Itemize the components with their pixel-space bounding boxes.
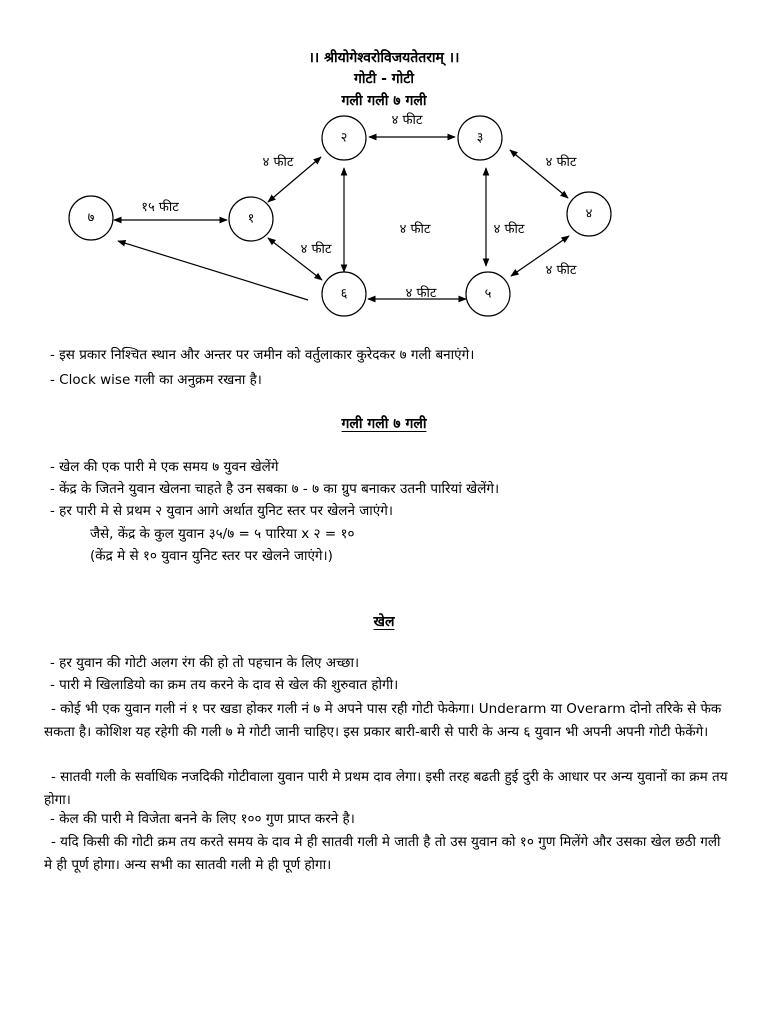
node-4-label: ४ [585, 206, 593, 222]
section-heading [0, 612, 768, 631]
rule-line: - हर पारी मे से प्रथम २ युवान आगे अर्थात युनिट स्तर पर खेलने जाएंगे। [50, 503, 393, 519]
game-rule-line: - पारी मे खिलाडियो का क्रम तय करने के दाव से खेल की शुरुवात होगी। [50, 677, 399, 693]
edge-2-3-label: ४ फीट [391, 113, 423, 128]
node-2-label: २ [340, 130, 348, 146]
edge-5-6-label: ४ फीट [405, 286, 437, 301]
node-4 [567, 192, 611, 236]
section-heading-text: गली गली ७ गली [341, 416, 427, 432]
node-1 [229, 197, 273, 241]
node-1-label: १ [247, 211, 255, 227]
edge-6-7 [118, 241, 308, 300]
game-rule-line: - केल की पारी मे विजेता बनने के लिए १०० गुण प्राप्त करने है। [50, 811, 355, 827]
edge-3-5-label: ४ फीट [493, 222, 525, 237]
node-2 [322, 116, 366, 160]
invocation-heading: ।। श्रीयोगेश्वरोविजयतेतराम् ।। [308, 50, 460, 66]
example-line: (केंद्र मे से १० युवान युनिट स्तर पर खेलने जाएंगे।) [90, 548, 333, 564]
game-rule-paragraph: - कोई भी एक युवान गली नं १ पर खडा होकर गली नं ७ मे अपने पास रही गोटी फेकेगा। Underarm या Overarm दोनो तरिके से फेक सकता है। कोशिश यह रहेगी की गली ७ मे गोटी जानी चाहिए। इस प्रकार बारी-बारी से पारी के अन्य ६ युवान भी अपनी अपनी गोटी फेकेंगे। [44, 701, 722, 740]
edge-4-5-label: ४ फीट [545, 263, 577, 278]
rule-line: - केंद्र के जितने युवान खेलना चाहते है उन सबका ७ - ७ का ग्रुप बनाकर उतनी पारियां खेलेंगे। [50, 481, 500, 497]
node-7 [69, 196, 113, 240]
node-3-label: ३ [476, 130, 484, 146]
node-6 [322, 272, 366, 316]
edge-7-1-label: १५ फीट [141, 200, 179, 215]
node-5-label: ५ [484, 286, 492, 302]
game-rule-paragraph: - सातवी गली के सर्वाधिक नजदिकी गोटीवाला युवान पारी मे प्रथम दाव लेगा। इसी तरह बढती हुई दुरी के आधार पर अन्य युवानों का क्रम तय होगा। [44, 769, 728, 808]
node-3 [458, 116, 502, 160]
edge-1-6-label: ४ फीट [300, 242, 332, 257]
game-rule-paragraph: - यदि किसी की गोटी क्रम तय करते समय के दाव मे ही सातवी गली मे जाती है तो उस युवान को १० गुण मिलेंगे और उसका खेल छठी गली मे ही पूर्ण होगा। अन्य सभी का सातवी गली मे ही पूर्ण होगा। [44, 834, 721, 873]
edge-1-2-label: ४ फीट [262, 155, 294, 170]
page-title: गोटी - गोटी [354, 71, 414, 87]
rule-line: - खेल की एक पारी मे एक समय ७ युवन खेलेंगे [50, 459, 279, 475]
node-7-label: ७ [87, 210, 95, 226]
section-heading [0, 414, 768, 433]
field-diagram [0, 0, 768, 330]
note-line: - इस प्रकार निश्चित स्थान और अन्तर पर जमीन को वर्तुलाकार कुरेदकर ७ गली बनाएंगे। [50, 347, 475, 363]
edge-3-4-label: ४ फीट [545, 155, 577, 170]
note-line: - Clock wise गली का अनुक्रम रखना है। [50, 372, 262, 388]
example-line: जैसे, केंद्र के कुल युवान ३५/७ = ५ पारिया x २ = १० [90, 526, 355, 542]
game-rule-line: - हर युवान की गोटी अलग रंग की हो तो पहचान के लिए अच्छा। [50, 655, 360, 671]
node-5 [466, 272, 510, 316]
node-6-label: ६ [340, 286, 348, 302]
section-heading-text: खेल [373, 614, 395, 630]
page-subtitle: गली गली ७ गली [341, 93, 427, 109]
edge-2-6-label: ४ फीट [399, 222, 431, 237]
